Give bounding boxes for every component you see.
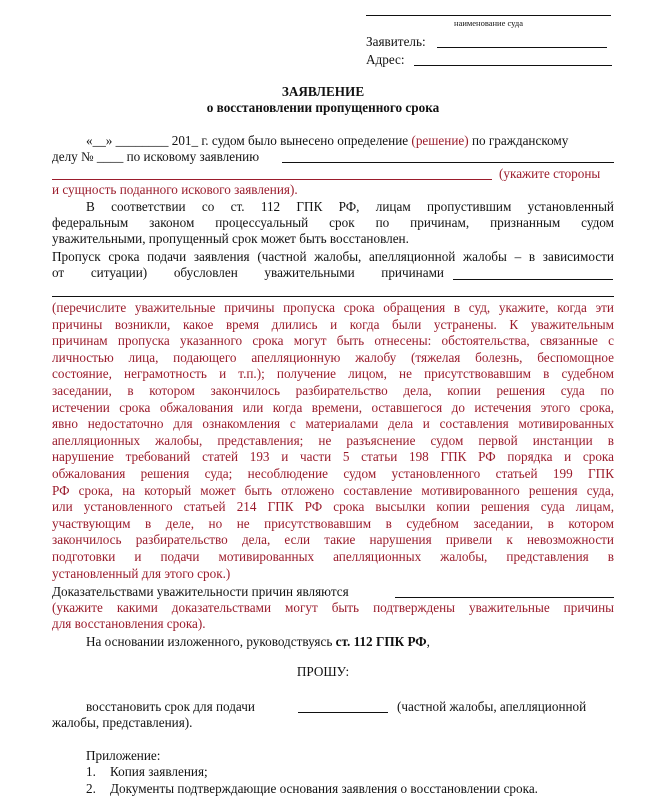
basis-text: На основании изложенного, руководствуясь [86, 634, 333, 649]
request-line-2: жалобы, представления). [52, 715, 193, 730]
reasons-note-line: обжалования решения суда; несоблюдение судом установленного статьей 199 ГПК [52, 465, 614, 481]
attachment-item [86, 781, 626, 798]
parties-note: (укажите стороны [499, 166, 601, 181]
reasons-note-line: или установленного статьей 214 ГПК РФ срока высылки копии решения суда лицам, [52, 499, 614, 515]
attachments-label: Приложение: [86, 748, 161, 763]
evidence-field[interactable] [395, 597, 614, 598]
reasons-note-line: закончилось разбирательство дела, если такие нарушения привели к невозможности [52, 532, 614, 548]
law-line-3: уважительными, пропущенный срок может быть восстановлен. [52, 231, 409, 246]
request-line-1-text: восстановить срок для подачи [86, 699, 255, 714]
reasons-note-line: причинам пропуска указанного срока могут быть отнесены: обстоятельства, связанные с [52, 333, 614, 349]
skip-line-2: от ситуации) обусловлен уважительными причинами [52, 265, 444, 280]
document-subtitle: о восстановлении пропущенного срока [206, 100, 440, 115]
intro-date-text: «__» ________ 201_ г. судом было вынесено определение [86, 133, 409, 148]
attachment-number: 1. [86, 764, 96, 779]
reasons-note-line: истечении срока обжалования или когда времени, оставшегося до истечения этого срока, [52, 399, 614, 415]
basis-line [86, 634, 430, 651]
reasons-note-line: (перечислите уважительные причины пропуска срока обращения в суд, укажите, когда эти [52, 300, 614, 315]
court-name-caption: наименование суда [454, 18, 523, 28]
reasons-field-2[interactable] [52, 296, 614, 297]
evidence-note-1: (укажите какими доказательствами могут быть подтверждены уважительные причины [52, 600, 614, 615]
skip-line-1: Пропуск срока подачи заявления (частной жалобы, апелляционной жалобы – в зависимости [52, 249, 614, 264]
reasons-note-line: заседании, в котором закончилось разбирательство дела, копии решения суда по [52, 382, 614, 398]
law-line-1: В соответствии со ст. 112 ГПК РФ, лицам пропустившим установленный [86, 199, 614, 214]
request-field[interactable] [298, 712, 388, 713]
evidence-note-2: для восстановления срока). [52, 616, 206, 631]
reasons-note-line: участвующим в деле, но не присутствовавшим в судебном заседании, в котором [52, 515, 614, 531]
reasons-note-line: установленный для этого срок.) [52, 565, 231, 581]
reasons-note-line: апелляционных жалобы, представления; не разъяснение судом первой инстанции в [52, 432, 614, 448]
reasons-note-line: причины возникли, какое время длились и когда были устранены. К уважительным [52, 316, 614, 332]
reasons-note [52, 300, 614, 582]
court-name-line[interactable] [366, 15, 611, 16]
attachment-text: Копия заявления; [110, 764, 208, 779]
parties-note-cont: и сущность поданного искового заявления). [52, 182, 298, 197]
law-line-2: федеральным законом процессуальный срок по причинам, признанным судом [52, 215, 614, 230]
intro-civil-text: по гражданскому [471, 133, 569, 148]
reasons-note-line: личностью лица, подающего апелляционную жалобу (тяжелая болезнь, беспомощное [52, 349, 614, 365]
attachments-list [86, 764, 626, 797]
attachment-number: 2. [86, 780, 96, 796]
evidence-label: Доказательствами уважительности причин являются [52, 584, 349, 599]
applicant-label: Заявитель: [366, 34, 426, 49]
claim-field-2[interactable] [52, 179, 492, 180]
attachment-text: Документы подтверждающие основания заявления о восстановлении срока. [110, 780, 538, 796]
request-line-1-tail: (частной жалобы, апелляционной [397, 699, 587, 714]
reasons-note-line: подготовки и подачи мотивированных апелляционных жалобы, представления в [52, 548, 614, 564]
basis-tail: , [426, 634, 430, 649]
attachment-item [86, 764, 626, 781]
reasons-note-line: нарушение требований статей 193 и части 5 статьи 198 ГПК РФ порядка и срока [52, 449, 614, 465]
address-field[interactable] [414, 65, 612, 66]
address-label: Адрес: [366, 52, 405, 67]
reasons-note-line: состояние, неграмотность и т.п.); получение лицом, не присутствовавшим в судебном [52, 366, 614, 382]
document-title: ЗАЯВЛЕНИЕ [281, 84, 365, 99]
intro-line-2: делу № ____ по исковому заявлению [52, 149, 260, 164]
reasons-note-line: явно недостаточно для ознакомления с материалами дела и составления мотивированных [52, 416, 614, 432]
reasons-note-line: РФ срока, на который может быть отложено составление мотивированного решения суда, [52, 482, 614, 498]
intro-line-1 [86, 133, 616, 150]
basis-article: ст. 112 ГПК РФ [335, 634, 427, 649]
claim-field-1[interactable] [282, 162, 614, 163]
request-heading: ПРОШУ: [296, 664, 350, 679]
applicant-field[interactable] [437, 47, 607, 48]
intro-decision-note: (решение) [411, 133, 469, 148]
reasons-field-1[interactable] [453, 279, 613, 280]
